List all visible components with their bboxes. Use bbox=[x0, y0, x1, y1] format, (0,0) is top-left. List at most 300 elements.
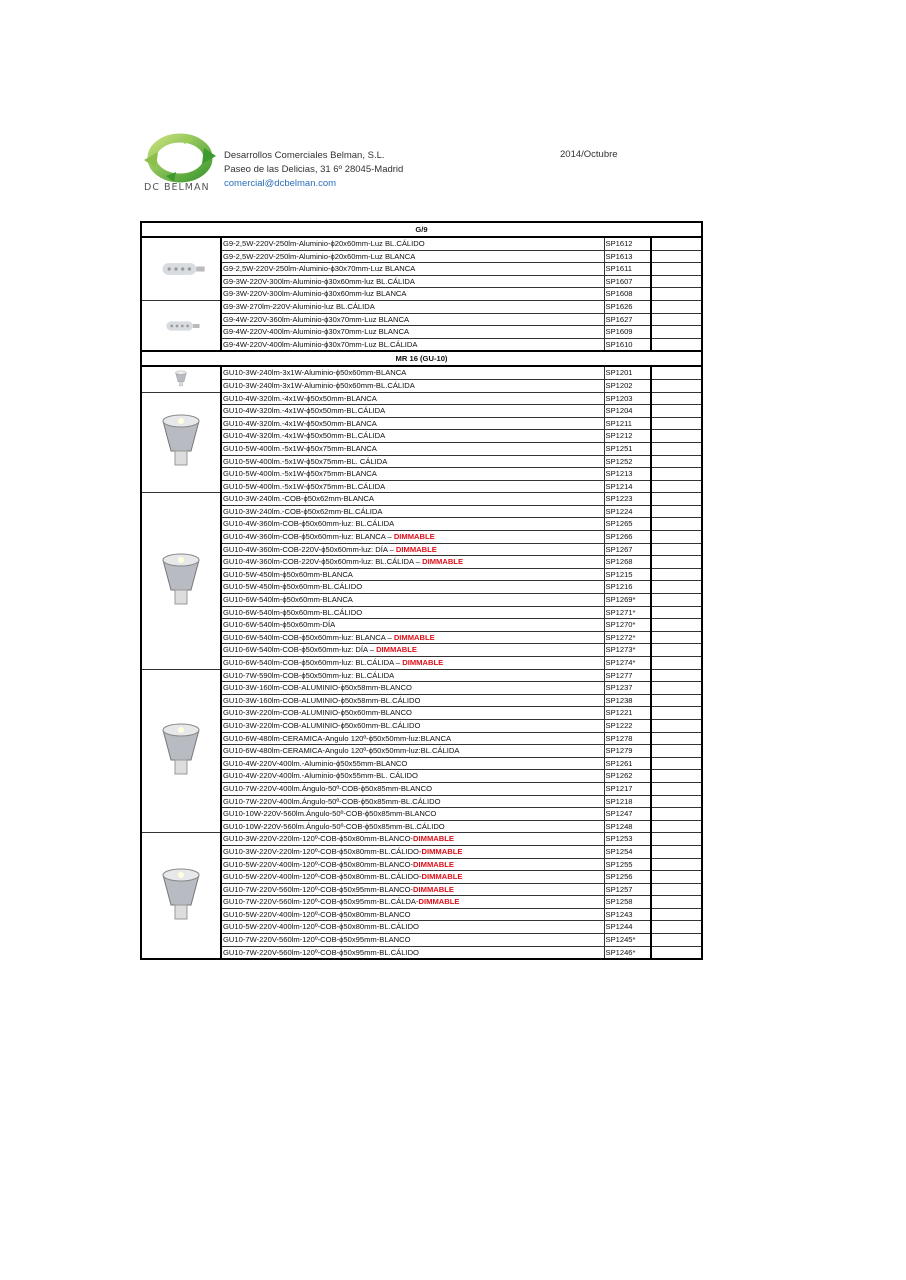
gu10-3led-spot-image bbox=[141, 366, 221, 392]
blank-cell bbox=[651, 531, 702, 544]
dimmable-label: DIMMABLE bbox=[421, 872, 463, 882]
table-row bbox=[141, 896, 702, 909]
product-description bbox=[221, 644, 604, 657]
product-code: SP1201 bbox=[604, 366, 651, 379]
product-description bbox=[221, 263, 604, 276]
description-text: GU10-6W-540lm-ϕ50x60mm-BLANCA bbox=[223, 595, 353, 605]
blank-cell bbox=[651, 417, 702, 430]
blank-cell bbox=[651, 556, 702, 569]
product-code: SP1237 bbox=[604, 682, 651, 695]
table-row bbox=[141, 379, 702, 392]
blank-cell bbox=[651, 745, 702, 758]
product-description bbox=[221, 883, 604, 896]
product-description bbox=[221, 606, 604, 619]
product-code: SP1273* bbox=[604, 644, 651, 657]
blank-cell bbox=[651, 719, 702, 732]
product-code: SP1279 bbox=[604, 745, 651, 758]
description-text: GU10-3W-220lm-COB-ALUMINIO-ϕ50x60mm-BL.CÁLIDO bbox=[223, 720, 421, 730]
table-row bbox=[141, 657, 702, 670]
blank-cell bbox=[651, 644, 702, 657]
table-row bbox=[141, 313, 702, 326]
table-row bbox=[141, 908, 702, 921]
blank-cell bbox=[651, 568, 702, 581]
table-row bbox=[141, 366, 702, 379]
description-text: GU10-5W-220V-400lm-120º-COB-ϕ50x80mm-BLANCO- bbox=[223, 859, 414, 869]
dimmable-label: DIMMABLE bbox=[413, 884, 454, 894]
blank-cell bbox=[651, 430, 702, 443]
description-text: GU10-3W-220lm-COB-ALUMINIO-ϕ50x60mm-BLANCO bbox=[223, 708, 412, 718]
description-text: G9-4W-220V-400lm-Aluminio-ϕ30x70mm-Luz BL.CÁLIDA bbox=[223, 339, 418, 349]
product-code: SP1215 bbox=[604, 568, 651, 581]
blank-cell bbox=[651, 908, 702, 921]
blank-cell bbox=[651, 732, 702, 745]
blank-cell bbox=[651, 518, 702, 531]
product-description bbox=[221, 757, 604, 770]
product-description bbox=[221, 338, 604, 351]
dimmable-label: DIMMABLE bbox=[402, 658, 444, 667]
product-description bbox=[221, 326, 604, 339]
blank-cell bbox=[651, 581, 702, 594]
table-row bbox=[141, 757, 702, 770]
product-description bbox=[221, 300, 604, 313]
description-text: GU10-7W-220V-560lm-120º-COB-ϕ50x95mm-BLANCO- bbox=[223, 884, 414, 894]
product-description bbox=[221, 934, 604, 947]
table-row bbox=[141, 707, 702, 720]
product-description bbox=[221, 366, 604, 379]
description-text: GU10-7W-220V-400lm.Ángulo-50º-COB-ϕ50x85mm-BL.CÁLIDO bbox=[223, 796, 441, 806]
blank-cell bbox=[651, 288, 702, 301]
product-code: SP1252 bbox=[604, 455, 651, 468]
table-row bbox=[141, 531, 702, 544]
product-description bbox=[221, 313, 604, 326]
dimmable-label: DIMMABLE bbox=[393, 532, 435, 542]
description-text: GU10-5W-400lm.-5x1W-ϕ50x75mm-BL.CÁLIDA bbox=[223, 481, 386, 491]
product-code: SP1270* bbox=[604, 619, 651, 632]
product-description bbox=[221, 707, 604, 720]
product-code: SP1216 bbox=[604, 581, 651, 594]
description-text: GU10-3W-220V-220lm-120º-COB-ϕ50x80mm-BLANCO- bbox=[223, 834, 414, 844]
blank-cell bbox=[651, 707, 702, 720]
company-email[interactable]: comercial@dcbelman.com bbox=[224, 178, 337, 189]
product-description bbox=[221, 719, 604, 732]
product-description bbox=[221, 543, 604, 556]
dimmable-label: DIMMABLE bbox=[413, 834, 454, 844]
product-code: SP1213 bbox=[604, 468, 651, 481]
blank-cell bbox=[651, 392, 702, 405]
product-code: SP1223 bbox=[604, 493, 651, 506]
description-text: GU10-5W-400lm.-5x1W-ϕ50x75mm-BLANCA bbox=[223, 469, 377, 479]
blank-cell bbox=[651, 405, 702, 418]
blank-cell bbox=[651, 455, 702, 468]
description-text: GU10-4W-360lm-COB-220V-ϕ50x60mm-luz: BL.CÁLIDA – bbox=[223, 557, 423, 567]
blank-cell bbox=[651, 468, 702, 481]
blank-cell bbox=[651, 871, 702, 884]
product-code: SP1202 bbox=[604, 379, 651, 392]
product-code: SP1221 bbox=[604, 707, 651, 720]
product-description bbox=[221, 594, 604, 607]
description-text: GU10-3W-240lm.-COB-ϕ50x62mm-BL.CÁLIDA bbox=[223, 506, 383, 516]
description-text: GU10-4W-220V-400lm.-Aluminio-ϕ50x55mm-BLANCO bbox=[223, 758, 408, 768]
table-row bbox=[141, 493, 702, 506]
product-description bbox=[221, 631, 604, 644]
description-text: G9-4W-220V-400lm-Aluminio-ϕ30x70mm-Luz BLANCA bbox=[223, 327, 410, 337]
product-code: SP1262 bbox=[604, 770, 651, 783]
gu10-120deg-cob-spot-image bbox=[141, 833, 221, 959]
blank-cell bbox=[651, 300, 702, 313]
g9-led-corn-bulbs-image bbox=[141, 300, 221, 351]
product-description bbox=[221, 871, 604, 884]
blank-cell bbox=[651, 657, 702, 670]
description-text: G9-2,5W-220V-250lm-Aluminio-ϕ30x70mm-Luz BLANCA bbox=[223, 264, 416, 274]
gu10-cob-spots-image bbox=[141, 493, 221, 669]
table-row bbox=[141, 795, 702, 808]
product-code: SP1217 bbox=[604, 782, 651, 795]
table-row bbox=[141, 770, 702, 783]
blank-cell bbox=[651, 379, 702, 392]
blank-cell bbox=[651, 808, 702, 821]
blank-cell bbox=[651, 505, 702, 518]
table-row bbox=[141, 921, 702, 934]
table-row bbox=[141, 946, 702, 959]
dimmable-label: DIMMABLE bbox=[421, 846, 463, 856]
company-address: Paseo de las Delicias, 31 6º 28045-Madrid bbox=[224, 164, 404, 175]
product-description bbox=[221, 275, 604, 288]
section-header-row bbox=[141, 351, 702, 366]
product-code: SP1247 bbox=[604, 808, 651, 821]
product-description bbox=[221, 430, 604, 443]
description-text: GU10-10W-220V-560lm.Ángulo-50º-COB-ϕ50x85mm-BLANCO bbox=[223, 809, 437, 819]
description-text: GU10-5W-400lm.-5x1W-ϕ50x75mm-BLANCA bbox=[223, 443, 377, 453]
table-row bbox=[141, 392, 702, 405]
product-description bbox=[221, 493, 604, 506]
product-code: SP1265 bbox=[604, 518, 651, 531]
product-description bbox=[221, 392, 604, 405]
product-code: SP1627 bbox=[604, 313, 651, 326]
product-code: SP1222 bbox=[604, 719, 651, 732]
blank-cell bbox=[651, 782, 702, 795]
product-description bbox=[221, 858, 604, 871]
table-row bbox=[141, 732, 702, 745]
product-description bbox=[221, 619, 604, 632]
blank-cell bbox=[651, 921, 702, 934]
blank-cell bbox=[651, 669, 702, 682]
description-text: GU10-7W-220V-560lm-120º-COB-ϕ50x95mm-BL.CÁLDA- bbox=[223, 897, 419, 907]
table-row bbox=[141, 669, 702, 682]
blank-cell bbox=[651, 313, 702, 326]
blank-cell bbox=[651, 250, 702, 263]
blank-cell bbox=[651, 770, 702, 783]
product-code: SP1224 bbox=[604, 505, 651, 518]
blank-cell bbox=[651, 896, 702, 909]
dimmable-label: DIMMABLE bbox=[418, 897, 460, 907]
blank-cell bbox=[651, 263, 702, 276]
product-code: SP1609 bbox=[604, 326, 651, 339]
product-code: SP1271* bbox=[604, 606, 651, 619]
product-description bbox=[221, 808, 604, 821]
section-title: MR 16 (GU-10) bbox=[141, 351, 702, 366]
product-code: SP1272* bbox=[604, 631, 651, 644]
description-text: GU10-5W-450lm-ϕ50x60mm-BLANCA bbox=[223, 569, 353, 579]
section-header-row bbox=[141, 222, 702, 237]
product-description bbox=[221, 657, 604, 670]
product-description bbox=[221, 442, 604, 455]
table-row bbox=[141, 871, 702, 884]
table-row bbox=[141, 631, 702, 644]
description-text: GU10-4W-320lm.-4x1W-ϕ50x50mm-BLANCA bbox=[223, 418, 377, 428]
blank-cell bbox=[651, 338, 702, 351]
blank-cell bbox=[651, 442, 702, 455]
description-text: GU10-5W-220V-400lm-120º-COB-ϕ50x80mm-BLANCO bbox=[223, 909, 411, 919]
table-row bbox=[141, 782, 702, 795]
description-text: GU10-7W-220V-560lm-120º-COB-ϕ50x95mm-BL.CÁLIDO bbox=[223, 947, 419, 957]
blank-cell bbox=[651, 858, 702, 871]
product-description bbox=[221, 732, 604, 745]
table-row bbox=[141, 719, 702, 732]
blank-cell bbox=[651, 480, 702, 493]
catalog-date: 2014/Octubre bbox=[560, 149, 618, 160]
table-row bbox=[141, 250, 702, 263]
product-description bbox=[221, 782, 604, 795]
description-text: GU10-6W-540lm-ϕ50x60mm-BL.CÁLIDO bbox=[223, 607, 363, 617]
description-text: GU10-7W-590lm-COB-ϕ50x50mm-luz: BL.CÁLIDA bbox=[223, 670, 395, 680]
table-row bbox=[141, 833, 702, 846]
product-code: SP1203 bbox=[604, 392, 651, 405]
section-title: G/9 bbox=[141, 222, 702, 237]
product-code: SP1277 bbox=[604, 669, 651, 682]
product-code: SP1211 bbox=[604, 417, 651, 430]
product-code: SP1244 bbox=[604, 921, 651, 934]
description-text: GU10-3W-160lm-COB-ALUMINIO-ϕ50x58mm-BL.CÁLIDO bbox=[223, 695, 421, 705]
product-code: SP1248 bbox=[604, 820, 651, 833]
blank-cell bbox=[651, 275, 702, 288]
product-code: SP1274* bbox=[604, 657, 651, 670]
description-text: GU10-4W-320lm.-4x1W-ϕ50x50mm-BLANCA bbox=[223, 393, 377, 403]
product-code: SP1612 bbox=[604, 237, 651, 250]
gu10-4led-spot-image bbox=[141, 392, 221, 493]
company-info bbox=[224, 149, 403, 191]
product-description bbox=[221, 745, 604, 758]
blank-cell bbox=[651, 493, 702, 506]
description-text: GU10-7W-220V-400lm.Ángulo-50º-COB-ϕ50x85mm-BLANCO bbox=[223, 783, 433, 793]
product-code: SP1212 bbox=[604, 430, 651, 443]
product-code: SP1243 bbox=[604, 908, 651, 921]
product-code: SP1238 bbox=[604, 694, 651, 707]
blank-cell bbox=[651, 694, 702, 707]
description-text: GU10-6W-540lm-COB-ϕ50x60mm-luz: BL.CÁLIDA – bbox=[223, 658, 403, 667]
description-text: GU10-7W-220V-560lm-120º-COB-ϕ50x95mm-BLANCO bbox=[223, 935, 411, 945]
dimmable-label: DIMMABLE bbox=[376, 645, 417, 655]
blank-cell bbox=[651, 682, 702, 695]
description-text: GU10-4W-320lm.-4x1W-ϕ50x50mm-BL.CÁLIDA bbox=[223, 431, 386, 441]
description-text: G9-2,5W-220V-250lm-Aluminio-ϕ20x60mm-Luz BL.CÁLIDO bbox=[223, 239, 425, 248]
description-text: GU10-5W-220V-400lm-120º-COB-ϕ50x80mm-BL.CÁLIDO- bbox=[223, 872, 422, 882]
description-text: G9-2,5W-220V-250lm-Aluminio-ϕ20x60mm-Luz BLANCA bbox=[223, 251, 416, 261]
table-row bbox=[141, 263, 702, 276]
blank-cell bbox=[651, 833, 702, 846]
description-text: GU10-4W-320lm.-4x1W-ϕ50x50mm-BL.CÁLIDA bbox=[223, 406, 386, 416]
blank-cell bbox=[651, 326, 702, 339]
product-code: SP1626 bbox=[604, 300, 651, 313]
blank-cell bbox=[651, 795, 702, 808]
description-text: GU10-6W-480lm-CERAMICA-Angulo 120º-ϕ50x50mm-luz:BLANCA bbox=[223, 733, 452, 743]
blank-cell bbox=[651, 757, 702, 770]
table-row bbox=[141, 288, 702, 301]
description-text: G9-3W-220V-300lm-Aluminio-ϕ30x60mm-luz BLANCA bbox=[223, 289, 407, 299]
product-code: SP1254 bbox=[604, 845, 651, 858]
blank-cell bbox=[651, 883, 702, 896]
table-row bbox=[141, 581, 702, 594]
table-row bbox=[141, 417, 702, 430]
dimmable-label: DIMMABLE bbox=[395, 544, 437, 554]
product-description bbox=[221, 921, 604, 934]
blank-cell bbox=[651, 934, 702, 947]
product-table bbox=[140, 221, 703, 960]
product-code: SP1257 bbox=[604, 883, 651, 896]
blank-cell bbox=[651, 606, 702, 619]
description-text: GU10-5W-450lm-ϕ50x60mm-BL.CÁLIDO bbox=[223, 582, 363, 592]
product-code: SP1258 bbox=[604, 896, 651, 909]
description-text: G9-4W-220V-360lm-Aluminio-ϕ30x70mm-Luz BLANCA bbox=[223, 314, 410, 324]
product-code: SP1214 bbox=[604, 480, 651, 493]
product-description bbox=[221, 518, 604, 531]
product-code: SP1608 bbox=[604, 288, 651, 301]
description-text: GU10-3W-240lm-3x1W-Aluminio-ϕ50x60mm-BLANCA bbox=[223, 368, 407, 378]
blank-cell bbox=[651, 237, 702, 250]
product-description bbox=[221, 833, 604, 846]
table-row bbox=[141, 300, 702, 313]
product-code: SP1251 bbox=[604, 442, 651, 455]
product-description bbox=[221, 908, 604, 921]
product-description bbox=[221, 946, 604, 959]
description-text: GU10-4W-360lm-COB-ϕ50x60mm-luz: BL.CÁLIDA bbox=[223, 519, 395, 529]
table-row bbox=[141, 543, 702, 556]
product-code: SP1246* bbox=[604, 946, 651, 959]
table-row bbox=[141, 619, 702, 632]
logo-text: DC BELMAN bbox=[144, 182, 210, 193]
product-code: SP1268 bbox=[604, 556, 651, 569]
product-code: SP1610 bbox=[604, 338, 651, 351]
product-description bbox=[221, 682, 604, 695]
description-text: GU10-4W-220V-400lm.-Aluminio-ϕ50x55mm-BL. CÁLIDO bbox=[223, 771, 418, 781]
product-description bbox=[221, 820, 604, 833]
product-description bbox=[221, 379, 604, 392]
table-row bbox=[141, 518, 702, 531]
g9-capsule-bulbs-image bbox=[141, 237, 221, 300]
product-code: SP1266 bbox=[604, 531, 651, 544]
product-code: SP1256 bbox=[604, 871, 651, 884]
product-description bbox=[221, 770, 604, 783]
table-row bbox=[141, 237, 702, 250]
gu10-assorted-spots-image bbox=[141, 669, 221, 833]
table-row bbox=[141, 644, 702, 657]
description-text: G9-3W-220V-300lm-Aluminio-ϕ30x60mm-luz BL.CÁLIDA bbox=[223, 276, 415, 286]
product-description bbox=[221, 556, 604, 569]
product-code: SP1261 bbox=[604, 757, 651, 770]
product-description bbox=[221, 417, 604, 430]
product-description bbox=[221, 505, 604, 518]
table-row bbox=[141, 808, 702, 821]
product-description bbox=[221, 669, 604, 682]
table-row bbox=[141, 442, 702, 455]
table-row bbox=[141, 594, 702, 607]
product-description bbox=[221, 455, 604, 468]
product-code: SP1278 bbox=[604, 732, 651, 745]
table-row bbox=[141, 682, 702, 695]
table-row bbox=[141, 275, 702, 288]
description-text: GU10-4W-360lm-COB-ϕ50x60mm-luz: BLANCA – bbox=[223, 532, 394, 542]
description-text: GU10-3W-160lm-COB-ALUMINIO-ϕ50x58mm-BLANCO bbox=[223, 683, 412, 693]
table-row bbox=[141, 505, 702, 518]
product-description bbox=[221, 250, 604, 263]
product-description bbox=[221, 531, 604, 544]
product-description bbox=[221, 795, 604, 808]
product-code: SP1255 bbox=[604, 858, 651, 871]
table-row bbox=[141, 326, 702, 339]
blank-cell bbox=[651, 631, 702, 644]
table-row bbox=[141, 858, 702, 871]
product-description bbox=[221, 288, 604, 301]
product-code: SP1267 bbox=[604, 543, 651, 556]
product-code: SP1607 bbox=[604, 275, 651, 288]
description-text: GU10-3W-240lm-3x1W-Aluminio-ϕ50x60mm-BL.CÁLIDA bbox=[223, 380, 415, 390]
product-code: SP1611 bbox=[604, 263, 651, 276]
product-description bbox=[221, 694, 604, 707]
description-text: GU10-3W-220V-220lm-120º-COB-ϕ50x80mm-BL.CÁLIDO- bbox=[223, 846, 422, 856]
product-description bbox=[221, 468, 604, 481]
product-description bbox=[221, 568, 604, 581]
dimmable-label: DIMMABLE bbox=[413, 859, 454, 869]
table-row bbox=[141, 745, 702, 758]
description-text: GU10-6W-540lm-COB-ϕ50x60mm-luz: DÍA – bbox=[223, 645, 377, 655]
product-description bbox=[221, 845, 604, 858]
product-description bbox=[221, 480, 604, 493]
description-text: GU10-4W-360lm-COB-220V-ϕ50x60mm-luz: DÍA – bbox=[223, 544, 396, 554]
product-description bbox=[221, 581, 604, 594]
table-row bbox=[141, 568, 702, 581]
blank-cell bbox=[651, 845, 702, 858]
product-code: SP1204 bbox=[604, 405, 651, 418]
blank-cell bbox=[651, 820, 702, 833]
description-text: GU10-3W-240lm.-COB-ϕ50x62mm-BLANCA bbox=[223, 494, 374, 504]
product-code: SP1253 bbox=[604, 833, 651, 846]
table-row bbox=[141, 606, 702, 619]
product-description bbox=[221, 237, 604, 250]
product-code: SP1245* bbox=[604, 934, 651, 947]
table-row bbox=[141, 338, 702, 351]
description-text: G9-3W-270lm-220V-Aluminio-luz BL.CÁLIDA bbox=[223, 301, 375, 311]
description-text: GU10-10W-220V-560lm.Ángulo-50º-COB-ϕ50x85mm-BL.CÁLIDO bbox=[223, 821, 445, 831]
table-row bbox=[141, 883, 702, 896]
description-text: GU10-6W-540lm-COB-ϕ50x60mm-luz: BLANCA – bbox=[223, 632, 394, 642]
blank-cell bbox=[651, 366, 702, 379]
table-row bbox=[141, 480, 702, 493]
description-text: GU10-5W-400lm.-5x1W-ϕ50x75mm-BL. CÁLIDA bbox=[223, 456, 388, 466]
dimmable-label: DIMMABLE bbox=[393, 632, 435, 642]
table-row bbox=[141, 556, 702, 569]
table-row bbox=[141, 405, 702, 418]
product-description bbox=[221, 896, 604, 909]
table-row bbox=[141, 430, 702, 443]
description-text: GU10-6W-480lm-CERAMICA-Angulo 120º-ϕ50x50mm-luz:BL.CÁLIDA bbox=[223, 746, 460, 756]
product-code: SP1269* bbox=[604, 594, 651, 607]
product-code: SP1218 bbox=[604, 795, 651, 808]
dimmable-label: DIMMABLE bbox=[422, 557, 464, 567]
product-description bbox=[221, 405, 604, 418]
description-text: GU10-5W-220V-400lm-120º-COB-ϕ50x80mm-BL.CÁLIDO bbox=[223, 922, 419, 932]
product-code: SP1613 bbox=[604, 250, 651, 263]
blank-cell bbox=[651, 594, 702, 607]
description-text: GU10-6W-540lm-ϕ50x60mm-DÍA bbox=[223, 620, 336, 630]
